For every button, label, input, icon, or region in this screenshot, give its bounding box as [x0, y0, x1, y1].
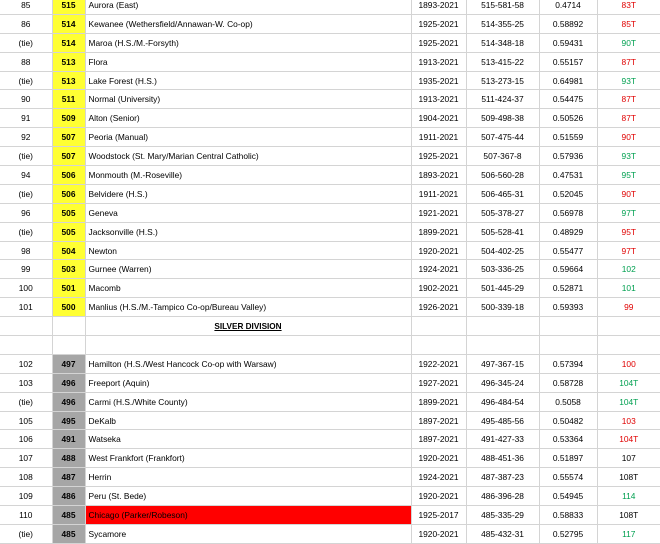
rank-cell[interactable]: 94	[0, 166, 52, 185]
record-cell[interactable]: 505-378-27	[466, 203, 539, 222]
rank-cell[interactable]: (tie)	[0, 184, 52, 203]
pct-cell[interactable]: 0.54945	[539, 487, 597, 506]
record-cell[interactable]: 485-335-29	[466, 506, 539, 525]
years-cell[interactable]: 1897-2021	[411, 430, 466, 449]
rank-cell[interactable]: (tie)	[0, 524, 52, 543]
cell-blank[interactable]	[85, 336, 411, 355]
finish-cell[interactable]: 108T	[597, 506, 660, 525]
wins-cell[interactable]: 511	[52, 90, 85, 109]
pct-cell[interactable]: 0.56978	[539, 203, 597, 222]
wins-cell[interactable]: 509	[52, 109, 85, 128]
finish-cell[interactable]: 90T	[597, 33, 660, 52]
record-cell[interactable]: 509-498-38	[466, 109, 539, 128]
wins-cell[interactable]: 503	[52, 260, 85, 279]
division-header-section	[0, 317, 660, 355]
years-cell[interactable]: 1926-2021	[411, 298, 466, 317]
table-row	[0, 279, 660, 298]
years-cell[interactable]: 1911-2021	[411, 184, 466, 203]
pct-cell[interactable]: 0.51897	[539, 449, 597, 468]
cell-blank[interactable]	[52, 336, 85, 355]
cell-blank[interactable]	[411, 336, 466, 355]
rank-cell[interactable]: 88	[0, 52, 52, 71]
record-cell[interactable]: 514-355-25	[466, 14, 539, 33]
school-cell[interactable]: Maroa (H.S./M.-Forsyth)	[85, 33, 411, 52]
record-cell[interactable]: 506-465-31	[466, 184, 539, 203]
finish-cell[interactable]: 102	[597, 260, 660, 279]
record-cell[interactable]: 513-273-15	[466, 71, 539, 90]
rank-cell[interactable]: 102	[0, 354, 52, 373]
pct-cell[interactable]: 0.4714	[539, 0, 597, 14]
rank-cell[interactable]: 99	[0, 260, 52, 279]
pct-cell[interactable]: 0.59431	[539, 33, 597, 52]
years-cell[interactable]: 1899-2021	[411, 392, 466, 411]
years-cell[interactable]: 1924-2021	[411, 260, 466, 279]
wins-cell[interactable]: 485	[52, 506, 85, 525]
table-row	[0, 298, 660, 317]
years-cell[interactable]: 1904-2021	[411, 109, 466, 128]
pct-cell[interactable]: 0.55574	[539, 468, 597, 487]
table-row	[0, 222, 660, 241]
table-row	[0, 147, 660, 166]
record-cell[interactable]: 503-336-25	[466, 260, 539, 279]
table-row	[0, 109, 660, 128]
years-cell[interactable]: 1925-2017	[411, 506, 466, 525]
years-cell[interactable]: 1920-2021	[411, 487, 466, 506]
finish-cell[interactable]: 90T	[597, 184, 660, 203]
school-cell[interactable]: Peru (St. Bede)	[85, 487, 411, 506]
pct-cell[interactable]: 0.52045	[539, 184, 597, 203]
finish-cell[interactable]: 95T	[597, 166, 660, 185]
wins-cell[interactable]: 486	[52, 487, 85, 506]
wins-cell[interactable]: 491	[52, 430, 85, 449]
record-cell[interactable]: 505-528-41	[466, 222, 539, 241]
school-cell[interactable]: Normal (University)	[85, 90, 411, 109]
rank-cell[interactable]: 109	[0, 487, 52, 506]
table-row	[0, 411, 660, 430]
record-cell[interactable]: 504-402-25	[466, 241, 539, 260]
record-cell[interactable]: 511-424-37	[466, 90, 539, 109]
school-cell[interactable]: Manlius (H.S./M.-Tampico Co-op/Bureau Valley)	[85, 298, 411, 317]
wins-cell[interactable]: 487	[52, 468, 85, 487]
cell-blank[interactable]	[539, 317, 597, 336]
school-cell[interactable]: Herrin	[85, 468, 411, 487]
years-cell[interactable]: 1893-2021	[411, 166, 466, 185]
finish-cell[interactable]: 83T	[597, 0, 660, 14]
record-cell[interactable]: 507-367-8	[466, 147, 539, 166]
finish-cell[interactable]: 93T	[597, 147, 660, 166]
school-cell[interactable]: Alton (Senior)	[85, 109, 411, 128]
finish-cell[interactable]: 117	[597, 524, 660, 543]
record-cell[interactable]: 485-432-31	[466, 524, 539, 543]
wins-cell[interactable]: 513	[52, 52, 85, 71]
years-cell[interactable]: 1897-2021	[411, 411, 466, 430]
school-cell[interactable]: West Frankfort (Frankfort)	[85, 449, 411, 468]
finish-cell[interactable]: 103	[597, 411, 660, 430]
school-cell[interactable]: Watseka	[85, 430, 411, 449]
rank-cell[interactable]: 103	[0, 373, 52, 392]
record-cell[interactable]: 500-339-18	[466, 298, 539, 317]
finish-cell[interactable]: 114	[597, 487, 660, 506]
rank-cell[interactable]: 91	[0, 109, 52, 128]
finish-cell[interactable]: 104T	[597, 392, 660, 411]
school-cell[interactable]: Chicago (Parker/Robeson)	[85, 506, 411, 525]
wins-cell[interactable]: 506	[52, 166, 85, 185]
finish-cell[interactable]: 87T	[597, 109, 660, 128]
school-cell[interactable]: Peoria (Manual)	[85, 128, 411, 147]
school-cell[interactable]: Sycamore	[85, 524, 411, 543]
division-header-row	[0, 317, 660, 336]
table-row	[0, 33, 660, 52]
pct-cell[interactable]: 0.57394	[539, 354, 597, 373]
finish-cell[interactable]: 87T	[597, 90, 660, 109]
years-cell[interactable]: 1921-2021	[411, 203, 466, 222]
table-row	[0, 487, 660, 506]
wins-cell[interactable]: 495	[52, 411, 85, 430]
finish-cell[interactable]: 97T	[597, 241, 660, 260]
school-cell[interactable]: Jacksonville (H.S.)	[85, 222, 411, 241]
record-cell[interactable]: 496-484-54	[466, 392, 539, 411]
years-cell[interactable]: 1925-2021	[411, 33, 466, 52]
finish-cell[interactable]: 85T	[597, 14, 660, 33]
wins-cell[interactable]: 515	[52, 0, 85, 14]
table-row	[0, 392, 660, 411]
table-row	[0, 166, 660, 185]
silver-division-rows	[0, 354, 660, 543]
wins-cell[interactable]: 507	[52, 128, 85, 147]
pct-cell[interactable]: 0.54475	[539, 90, 597, 109]
cell-blank[interactable]	[539, 336, 597, 355]
rank-cell[interactable]: 100	[0, 279, 52, 298]
rank-cell[interactable]: 85	[0, 0, 52, 14]
record-cell[interactable]: 507-475-44	[466, 128, 539, 147]
finish-cell[interactable]: 100	[597, 354, 660, 373]
record-cell[interactable]: 486-396-28	[466, 487, 539, 506]
wins-cell[interactable]: 485	[52, 524, 85, 543]
years-cell[interactable]: 1920-2021	[411, 449, 466, 468]
record-cell[interactable]: 497-367-15	[466, 354, 539, 373]
wins-cell[interactable]: 505	[52, 203, 85, 222]
table-row	[0, 354, 660, 373]
finish-cell[interactable]: 99	[597, 298, 660, 317]
school-cell[interactable]: Kewanee (Wethersfield/Annawan-W. Co-op)	[85, 14, 411, 33]
pct-cell[interactable]: 0.57936	[539, 147, 597, 166]
pct-cell[interactable]: 0.52871	[539, 279, 597, 298]
wins-cell[interactable]: 507	[52, 147, 85, 166]
table-row	[0, 52, 660, 71]
record-cell[interactable]: 515-581-58	[466, 0, 539, 14]
years-cell[interactable]: 1927-2021	[411, 373, 466, 392]
school-cell[interactable]: Aurora (East)	[85, 0, 411, 14]
cell-blank[interactable]	[0, 336, 52, 355]
rank-cell[interactable]: 101	[0, 298, 52, 317]
table-row	[0, 71, 660, 90]
years-cell[interactable]: 1913-2021	[411, 90, 466, 109]
pct-cell[interactable]: 0.58892	[539, 14, 597, 33]
finish-cell[interactable]: 93T	[597, 71, 660, 90]
school-cell[interactable]: Belvidere (H.S.)	[85, 184, 411, 203]
cell-blank[interactable]	[0, 317, 52, 336]
school-cell[interactable]: Woodstock (St. Mary/Marian Central Catholic)	[85, 147, 411, 166]
table-row	[0, 14, 660, 33]
pct-cell[interactable]: 0.55477	[539, 241, 597, 260]
finish-cell[interactable]: 87T	[597, 52, 660, 71]
rank-cell[interactable]: 90	[0, 90, 52, 109]
pct-cell[interactable]: 0.5058	[539, 392, 597, 411]
finish-cell[interactable]: 107	[597, 449, 660, 468]
rank-cell[interactable]: (tie)	[0, 222, 52, 241]
wins-cell[interactable]: 514	[52, 33, 85, 52]
table-row	[0, 0, 660, 14]
finish-cell[interactable]: 97T	[597, 203, 660, 222]
table-row	[0, 260, 660, 279]
school-cell[interactable]: Newton	[85, 241, 411, 260]
table-row	[0, 128, 660, 147]
cell-blank[interactable]	[597, 317, 660, 336]
wins-cell[interactable]: 506	[52, 184, 85, 203]
rank-cell[interactable]: (tie)	[0, 147, 52, 166]
record-cell[interactable]: 513-415-22	[466, 52, 539, 71]
pct-cell[interactable]: 0.58833	[539, 506, 597, 525]
record-cell[interactable]: 491-427-33	[466, 430, 539, 449]
school-cell[interactable]: Freeport (Aquin)	[85, 373, 411, 392]
school-cell[interactable]: Macomb	[85, 279, 411, 298]
wins-cell[interactable]: 500	[52, 298, 85, 317]
record-cell[interactable]: 514-348-18	[466, 33, 539, 52]
rank-cell[interactable]: 92	[0, 128, 52, 147]
rank-cell[interactable]: 110	[0, 506, 52, 525]
wins-cell[interactable]: 514	[52, 14, 85, 33]
table-row	[0, 506, 660, 525]
wins-cell[interactable]: 505	[52, 222, 85, 241]
finish-cell[interactable]: 95T	[597, 222, 660, 241]
wins-cell[interactable]: 496	[52, 392, 85, 411]
wins-cell[interactable]: 497	[52, 354, 85, 373]
years-cell[interactable]: 1925-2021	[411, 14, 466, 33]
wins-cell[interactable]: 496	[52, 373, 85, 392]
table-row	[0, 524, 660, 543]
rank-cell[interactable]: 107	[0, 449, 52, 468]
rank-cell[interactable]: 86	[0, 14, 52, 33]
pct-cell[interactable]: 0.55157	[539, 52, 597, 71]
school-cell[interactable]: DeKalb	[85, 411, 411, 430]
pct-cell[interactable]: 0.48929	[539, 222, 597, 241]
school-cell[interactable]: Carmi (H.S./White County)	[85, 392, 411, 411]
years-cell[interactable]: 1893-2021	[411, 0, 466, 14]
years-cell[interactable]: 1920-2021	[411, 241, 466, 260]
finish-cell[interactable]: 104T	[597, 430, 660, 449]
pct-cell[interactable]: 0.59393	[539, 298, 597, 317]
pct-cell[interactable]: 0.58728	[539, 373, 597, 392]
finish-cell[interactable]: 104T	[597, 373, 660, 392]
years-cell[interactable]: 1922-2021	[411, 354, 466, 373]
finish-cell[interactable]: 101	[597, 279, 660, 298]
record-cell[interactable]: 488-451-36	[466, 449, 539, 468]
table-row	[0, 90, 660, 109]
wins-cell[interactable]: 504	[52, 241, 85, 260]
pct-cell[interactable]: 0.53364	[539, 430, 597, 449]
record-cell[interactable]: 496-345-24	[466, 373, 539, 392]
rank-cell[interactable]: (tie)	[0, 71, 52, 90]
school-cell[interactable]: Hamilton (H.S./West Hancock Co-op with Warsaw)	[85, 354, 411, 373]
school-cell[interactable]: Monmouth (M.-Roseville)	[85, 166, 411, 185]
division-title[interactable]: SILVER DIVISION	[85, 317, 411, 336]
pct-cell[interactable]: 0.64981	[539, 71, 597, 90]
pct-cell[interactable]: 0.59664	[539, 260, 597, 279]
years-cell[interactable]: 1899-2021	[411, 222, 466, 241]
table-row	[0, 373, 660, 392]
table-row	[0, 184, 660, 203]
finish-cell[interactable]: 90T	[597, 128, 660, 147]
table-row	[0, 449, 660, 468]
years-cell[interactable]: 1911-2021	[411, 128, 466, 147]
record-cell[interactable]: 487-387-23	[466, 468, 539, 487]
rank-cell[interactable]: 96	[0, 203, 52, 222]
years-cell[interactable]: 1913-2021	[411, 52, 466, 71]
table-row	[0, 468, 660, 487]
school-cell[interactable]: Geneva	[85, 203, 411, 222]
finish-cell[interactable]: 108T	[597, 468, 660, 487]
pct-cell[interactable]: 0.50482	[539, 411, 597, 430]
record-cell[interactable]: 506-560-28	[466, 166, 539, 185]
pct-cell[interactable]: 0.47531	[539, 166, 597, 185]
years-cell[interactable]: 1925-2021	[411, 147, 466, 166]
rank-cell[interactable]: 108	[0, 468, 52, 487]
rank-cell[interactable]: (tie)	[0, 33, 52, 52]
cell-blank[interactable]	[597, 336, 660, 355]
pct-cell[interactable]: 0.51559	[539, 128, 597, 147]
table-row	[0, 430, 660, 449]
table-row	[0, 241, 660, 260]
wins-cell[interactable]: 513	[52, 71, 85, 90]
school-cell[interactable]: Gurnee (Warren)	[85, 260, 411, 279]
record-cell[interactable]: 495-485-56	[466, 411, 539, 430]
years-cell[interactable]: 1924-2021	[411, 468, 466, 487]
school-cell[interactable]: Flora	[85, 52, 411, 71]
rank-cell[interactable]: 106	[0, 430, 52, 449]
table-row	[0, 203, 660, 222]
rank-cell[interactable]: (tie)	[0, 392, 52, 411]
wins-cell[interactable]: 488	[52, 449, 85, 468]
rank-cell[interactable]: 98	[0, 241, 52, 260]
school-cell[interactable]: Lake Forest (H.S.)	[85, 71, 411, 90]
years-cell[interactable]: 1920-2021	[411, 524, 466, 543]
cell-blank[interactable]	[466, 317, 539, 336]
pct-cell[interactable]: 0.52795	[539, 524, 597, 543]
pct-cell[interactable]: 0.50526	[539, 109, 597, 128]
record-cell[interactable]: 501-445-29	[466, 279, 539, 298]
wins-cell[interactable]: 501	[52, 279, 85, 298]
years-cell[interactable]: 1902-2021	[411, 279, 466, 298]
cell-blank[interactable]	[466, 336, 539, 355]
blank-row	[0, 336, 660, 355]
cell-blank[interactable]	[52, 317, 85, 336]
cell-blank[interactable]	[411, 317, 466, 336]
years-cell[interactable]: 1935-2021	[411, 71, 466, 90]
rank-cell[interactable]: 105	[0, 411, 52, 430]
